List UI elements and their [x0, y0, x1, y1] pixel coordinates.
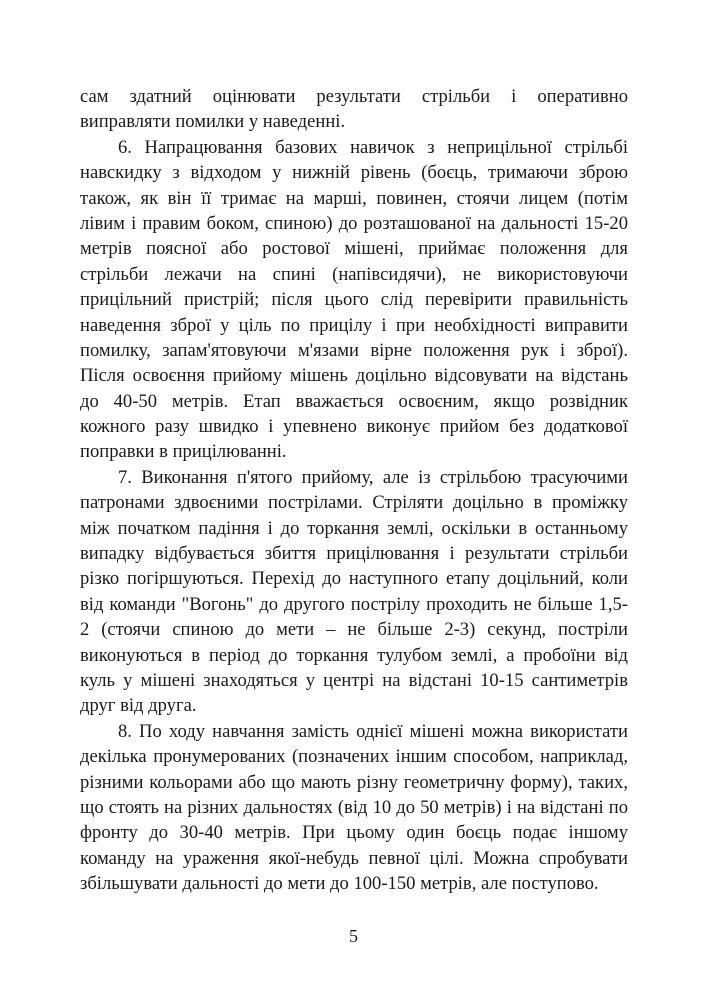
- text-line: 7. Виконання п'ятого прийому, але із стрільбою трасуючими: [118, 466, 628, 488]
- text-line: сам здатний оцінювати результати стрільби і оперативно: [80, 86, 628, 107]
- text-line: випадку відбувається збиття прицілювання і результати стрільби: [80, 543, 628, 565]
- text-line: від команди "Вогонь" до другого пострілу проходить не більше 1,5-: [80, 593, 628, 615]
- paragraph: [80, 719, 628, 897]
- text-line: навскидку з відходом у нижній рівень (боєць, тримаючи зброю: [80, 162, 628, 184]
- paragraph: [80, 84, 628, 135]
- text-line: виправляти помилки у наведенні.: [80, 111, 346, 133]
- text-line: різними кольорами або що мають різну геометричну форму), таких,: [80, 771, 628, 793]
- text-line: друг від друга.: [80, 695, 197, 717]
- text-line: кожного разу швидко і упевнено виконує прийом без додаткової: [80, 416, 628, 438]
- text-line: що стоять на різних дальностях (від 10 до 50 метрів) і на відстані по: [80, 796, 628, 818]
- text-line: також, як він її тримає на марші, повинен, стоячи лицем (потім: [80, 187, 628, 209]
- text-line: між початком падіння і до торкання землі, оскільки в останньому: [80, 517, 628, 539]
- text-line: лівим і правим боком, спиною) до розташованої на дальності 15-20: [80, 212, 628, 234]
- text-line: декілька пронумерованих (позначених іншим способом, наприклад,: [80, 746, 628, 768]
- text-line: метрів поясної або ростової мішені, приймає положення для: [80, 238, 628, 260]
- text-line: Після освоєння прийому мішень доцільно відсовувати на відстань: [80, 365, 628, 387]
- text-line: 2 (стоячи спиною до мети – не більше 2-3) секунд, постріли: [80, 619, 628, 641]
- page-number: 5: [349, 926, 358, 946]
- text-line: збільшувати дальності до мети до 100-150 метрів, але поступово.: [80, 873, 599, 895]
- text-line: помилку, запам'ятовуючи м'язами вірне положення рук і зброї).: [80, 339, 628, 361]
- text-line: команду на ураження якої-небудь певної цілі. Можна спробувати: [80, 847, 628, 869]
- text-line: 6. Напрацювання базових навичок з неприцільної стрільбі: [118, 136, 628, 158]
- text-line: до 40-50 метрів. Етап вважається освоєним, якщо розвідник: [80, 390, 628, 412]
- text-line: стрільби лежачи на спині (напівсидячи), не використовуючи: [80, 263, 628, 285]
- text-line: патронами здвоєними пострілами. Стріляти доцільно в проміжку: [80, 492, 628, 514]
- text-line: прицільний пристрій; після цього слід перевірити правильність: [80, 289, 628, 311]
- text-line: поправки в прицілюванні.: [80, 441, 287, 463]
- text-line: фронту до 30-40 метрів. При цьому один боєць подає іншому: [80, 822, 628, 844]
- text-line: різко погіршуються. Перехід до наступного етапу доцільний, коли: [80, 568, 628, 590]
- text-line: виконуються в період до торкання тулубом землі, а пробоїни від: [80, 644, 628, 666]
- paragraph: [80, 135, 628, 465]
- page-body: [80, 84, 628, 897]
- text-line: наведення зброї у ціль по прицілу і при необхідності виправити: [80, 314, 628, 336]
- paragraph: [80, 465, 628, 719]
- text-line: куль у мішені знаходяться у центрі на відстані 10-15 сантиметрів: [80, 669, 628, 691]
- text-line: 8. По ходу навчання замість однієї мішені можна використати: [118, 720, 628, 742]
